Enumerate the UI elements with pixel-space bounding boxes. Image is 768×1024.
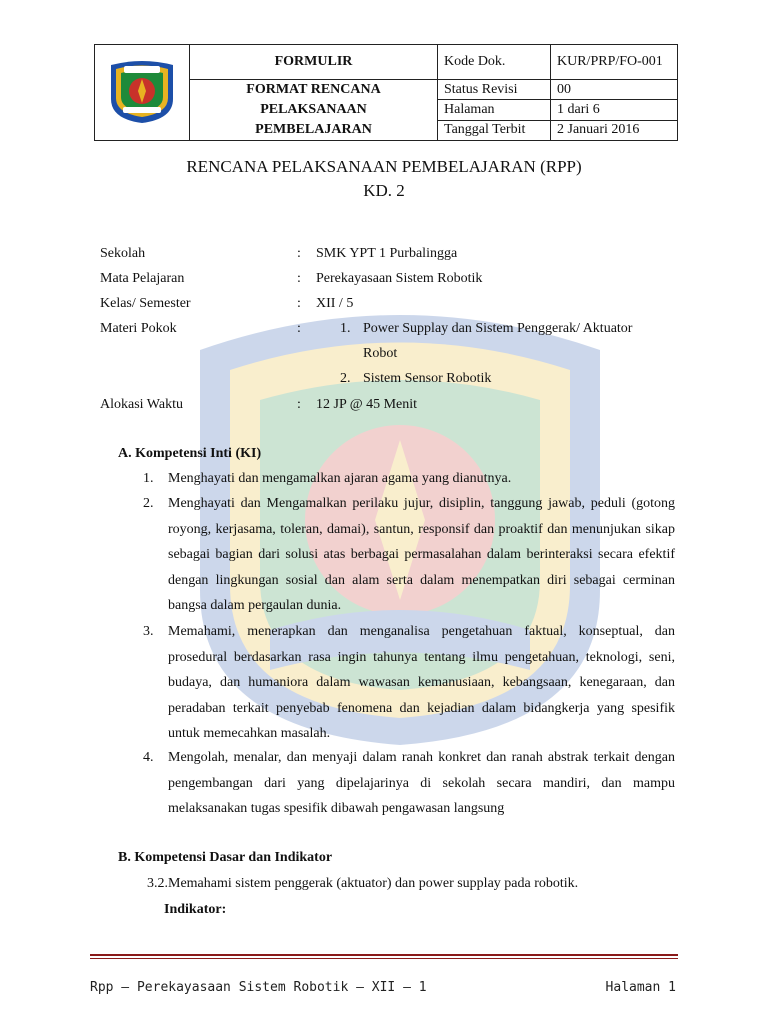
info-label: Materi Pokok [100, 321, 177, 336]
indikator-label: Indikator: [164, 902, 227, 917]
info-label: Kelas/ Semester [100, 296, 191, 311]
format-title-line-2: PELAKSANAAN [260, 102, 367, 117]
materi-num-1: 1. [340, 321, 351, 336]
materi-item-1-line-1: Power Supplay dan Sistem Penggerak/ Aktuator [363, 321, 633, 336]
school-logo-cell [95, 45, 190, 141]
ki-number: 1. [143, 471, 154, 486]
ki-number: 3. [143, 624, 154, 639]
status-revisi-label: Status Revisi [438, 80, 551, 100]
info-separator: : [297, 271, 301, 286]
info-value: Perekayasaan Sistem Robotik [316, 271, 483, 286]
header-table [94, 44, 678, 141]
school-logo-icon [107, 55, 177, 125]
ki-number: 4. [143, 750, 154, 765]
ki-item-1 [143, 466, 675, 492]
ki-text: Mengolah, menalar, dan menyaji dalam ranah konkret dan ranah abstrak terkait dengan pengembangan dari yang dipelajarinya di sekolah secara mandiri, dan mampu melaksanakan tugas spesifik dibawah pengawasan langsung [168, 750, 675, 816]
info-label: Mata Pelajaran [100, 271, 185, 286]
tanggal-terbit-label: Tanggal Terbit [438, 120, 551, 140]
ki-text: Menghayati dan mengamalkan ajaran agama yang dianutnya. [168, 471, 512, 486]
section-b-heading: B. Kompetensi Dasar dan Indikator [118, 850, 333, 865]
format-title-line-1: FORMAT RENCANA [246, 82, 381, 97]
ki-item-2 [143, 491, 675, 619]
format-title-cell [190, 80, 438, 141]
footer-document-name: Rpp – Perekayasaan Sistem Robotik – XII – 1 [90, 980, 427, 995]
page-title: RENCANA PELAKSANAAN PEMBELAJARAN (RPP) [186, 157, 582, 176]
ki-text: Menghayati dan Mengamalkan perilaku jujur, disiplin, tanggung jawab, peduli (gotong royong, kerjasama, toleran, damai), santun, responsif dan proaktif dan menunjukan sikap sebagai bagian dari solusi atas berbagai permasalahan dalam berinteraksi secara efektif dengan lingkungan sosial dan alam serta dalam menempatkan diri sebagai cerminan bangsa dalam pergaulan dunia. [168, 496, 675, 613]
ki-number: 2. [143, 496, 154, 511]
info-separator: : [297, 246, 301, 261]
info-label: Sekolah [100, 246, 146, 261]
info-separator: : [297, 397, 301, 412]
footer-page-number: Halaman 1 [605, 980, 676, 995]
materi-item-2-line-1: Sistem Sensor Robotik [363, 371, 492, 386]
materi-num-2: 2. [340, 371, 351, 386]
halaman-value: 1 dari 6 [551, 100, 678, 120]
info-label: Alokasi Waktu [100, 397, 183, 412]
info-value: 12 JP @ 45 Menit [316, 397, 418, 412]
status-revisi-value: 00 [551, 80, 678, 100]
halaman-label: Halaman [438, 100, 551, 120]
materi-item-1-line-2: Robot [363, 346, 398, 361]
info-separator: : [297, 321, 301, 336]
ki-item-3 [143, 619, 675, 747]
footer-rule-top [90, 954, 678, 956]
tanggal-terbit-value: 2 Januari 2016 [551, 120, 678, 140]
formulir-label: FORMULIR [190, 45, 438, 80]
page-subtitle: KD. 2 [363, 181, 405, 200]
kode-dok-value: KUR/PRP/FO-001 [551, 45, 678, 80]
footer-rule-bottom [90, 958, 678, 959]
ki-text: Memahami, menerapkan dan menganalisa pengetahuan faktual, konseptual, dan prosedural berdasarkan rasa ingin tahunya tentang ilmu pengetahuan, teknologi, seni, budaya, dan humaniora dalam wawasan kemanusiaan, kebangsaan, kenegaraan, dan peradaban terkait penyebab fenomena dan kejadian dalam bidangkerja yang spesifik untuk memecahkan masalah. [168, 624, 675, 741]
info-value: SMK YPT 1 Purbalingga [316, 246, 458, 261]
ki-item-4 [143, 745, 675, 822]
section-a-heading: A. Kompetensi Inti (KI) [118, 446, 262, 461]
info-value: XII / 5 [316, 296, 354, 311]
info-separator: : [297, 296, 301, 311]
kode-dok-label: Kode Dok. [438, 45, 551, 80]
format-title-line-3: PEMBELAJARAN [255, 122, 372, 137]
kd-3-2-text: 3.2.Memahami sistem penggerak (aktuator) dan power supplay pada robotik. [147, 876, 579, 891]
